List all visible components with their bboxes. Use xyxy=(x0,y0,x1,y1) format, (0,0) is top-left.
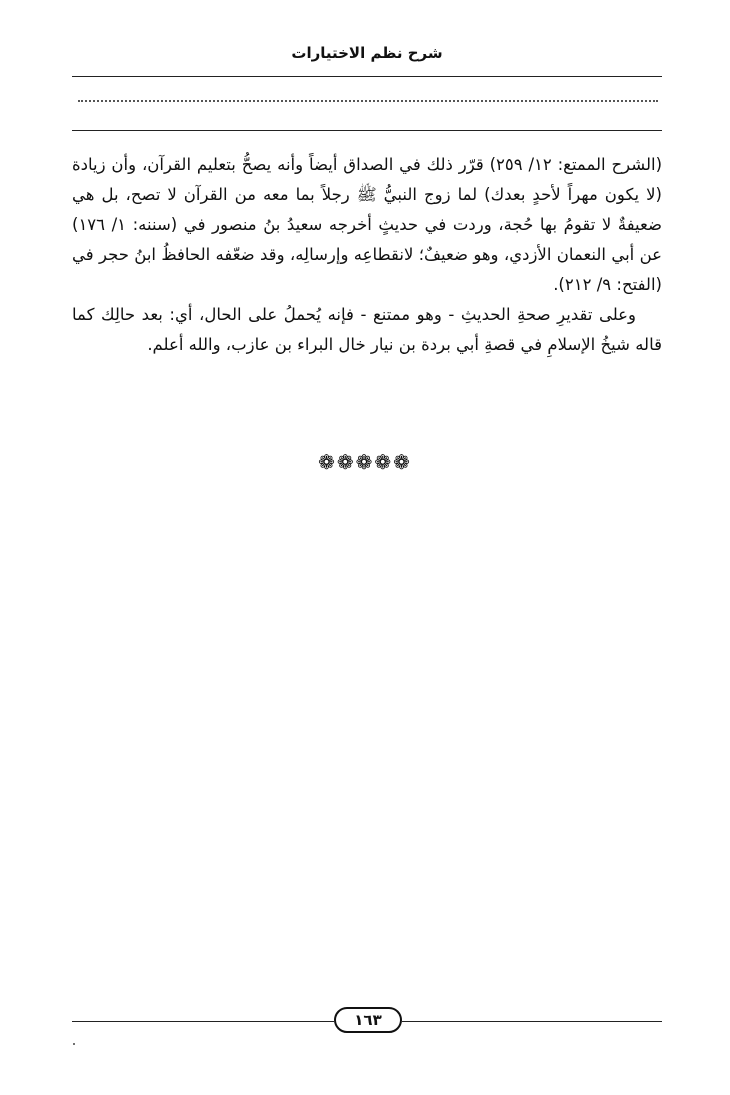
footer-rule-left xyxy=(72,1021,334,1022)
running-header-title: شرح نظم الاختيارات xyxy=(291,44,443,62)
page-number: ١٦٣ xyxy=(334,1007,402,1033)
header-rule-bottom xyxy=(72,130,662,131)
scan-speck xyxy=(73,1043,75,1045)
footer-rule-right xyxy=(402,1021,662,1022)
paragraph-footnote-continuation: (الشرح الممتع: ١٢/ ٢٥٩) قرّر ذلك في الصداق أيضاً وأنه يصحُّ بتعليم القرآن، وأن زيادة (لا يكون مهراً لأحدٍ بعدك) لما زوج النبيُّ ﷺ رجلاً بما معه من القرآن لا تصح، بل هي ضعيفةٌ لا تقومُ بها حُجة، وردت في حديثٍ أخرجه سعيدُ بنُ منصور في (سننه: ١/ ١٧٦) عن أبي النعمان الأزدي، وهو ضعيفٌ؛ لانقطاعِه وإرسالِه، وقد ضعّفه الحافظُ ابنُ حجر في (الفتح: ٩/ ٢١٢). xyxy=(72,155,663,294)
section-ornament-flowers-icon: ❁❁❁❁❁ xyxy=(318,450,412,474)
paragraph-conclusion: وعلى تقديرِ صحةِ الحديثِ - وهو ممتنع - فإنه يُحملُ على الحال، أي: بعد حالِك كما قاله شيخُ الإسلامِ في قصةِ أبي بردة بن نيار خال البراء بن عازب، والله أعلم. xyxy=(72,305,662,354)
header-dotted-line xyxy=(78,100,658,102)
body-text xyxy=(72,150,662,360)
header-rule-top xyxy=(72,76,662,77)
